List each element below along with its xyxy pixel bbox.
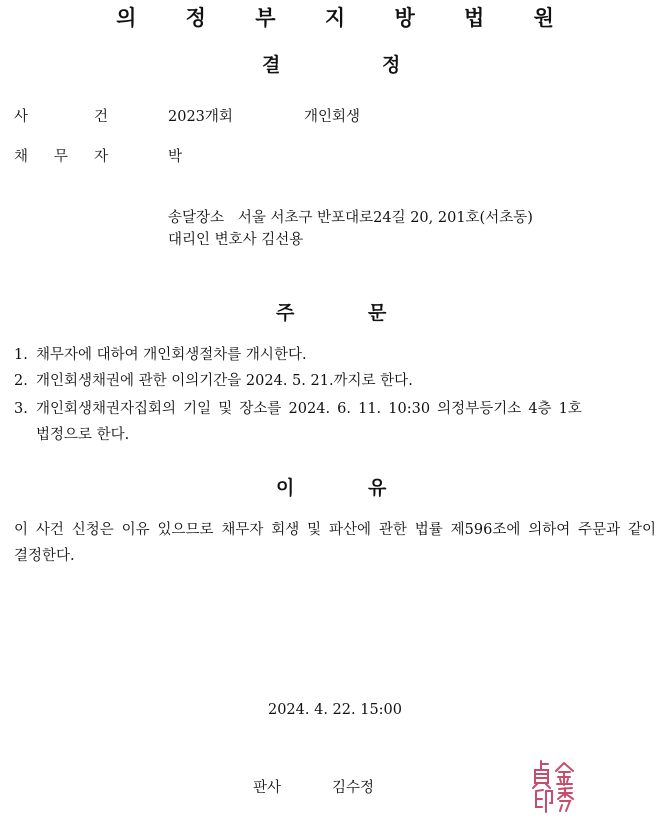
judge-title: 판사 xyxy=(253,780,282,796)
reason-text: 이 사건 신청은 이유 있으므로 채무자 회생 및 파산에 관한 법률 제596조에 의하여 주문과 같이 결정한다. xyxy=(14,522,656,564)
reason-heading-right: 유 xyxy=(368,477,387,499)
debtor-label-char-2: 무 xyxy=(54,149,69,165)
judge-seal-icon xyxy=(526,757,588,815)
representative: 대리인 변호사 김선용 xyxy=(168,232,304,248)
debtor-label-char-3: 자 xyxy=(94,149,109,165)
order-item-text: 개인회생채권자집회의 기일 및 장소를 2024. 6. 11. 10:30 의정부등기소 4층 1호 xyxy=(36,401,582,417)
order-item xyxy=(14,397,656,421)
order-item xyxy=(14,343,656,367)
order-item xyxy=(14,369,656,393)
order-item-text: 채무자에 대하여 개인회생절차를 개시한다. xyxy=(36,347,307,363)
title-char-right: 정 xyxy=(382,54,401,76)
service-address: 송달장소 서울 서초구 반포대로24길 20, 201호(서초동) xyxy=(168,210,533,226)
case-label-char-1: 사 xyxy=(14,109,29,125)
order-item-text: 개인회생채권에 관한 이의기간을 2024. 5. 21.까지로 한다. xyxy=(36,373,413,389)
judge-name: 김수정 xyxy=(332,780,375,796)
case-label-char-2: 건 xyxy=(94,109,109,125)
reason-heading-left: 이 xyxy=(276,477,295,499)
order-heading-left: 주 xyxy=(276,302,295,324)
case-type: 개인회생 xyxy=(304,109,361,125)
debtor-label-char-1: 채 xyxy=(14,149,29,165)
order-item-number: 2. xyxy=(14,373,28,389)
debtor-name: 박 xyxy=(168,149,183,165)
title-char-left: 결 xyxy=(262,54,281,76)
order-item-number: 3. xyxy=(14,401,28,417)
order-item-number: 1. xyxy=(14,347,28,363)
decision-date: 2024. 4. 22. 15:00 xyxy=(267,702,403,718)
court-name: 의 정 부 지 방 법 원 xyxy=(116,6,575,30)
case-number: 2023개회 xyxy=(168,109,233,125)
order-item-continuation: 법정으로 한다. xyxy=(36,427,130,443)
order-heading-right: 문 xyxy=(368,302,387,324)
